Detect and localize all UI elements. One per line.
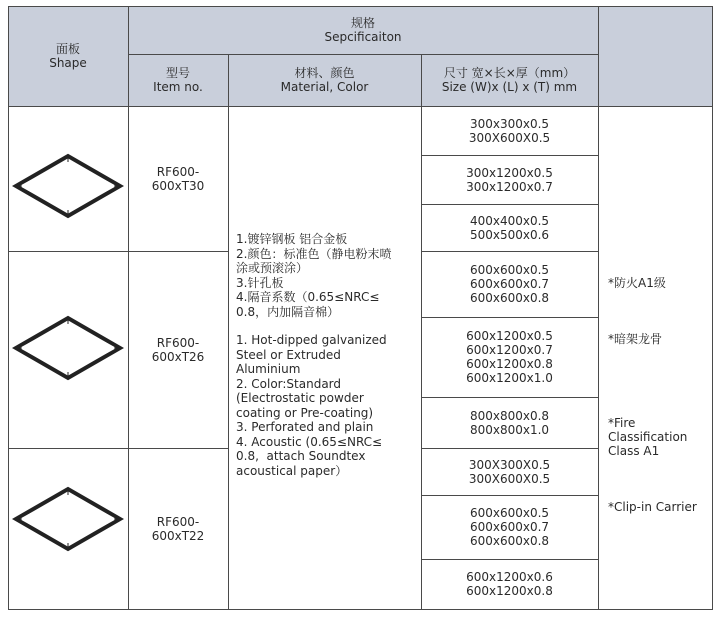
header-size-en: Size (W)x (L) x (T) mm [441, 80, 578, 94]
note-fire-en: *Fire Classification Class A1 [608, 416, 688, 458]
size-cell-2 [421, 155, 598, 204]
row-line-group-2 [8, 448, 228, 449]
header-bottom [8, 106, 713, 107]
header-spec-en: Sepcificaiton [324, 30, 402, 44]
header-size-cell [421, 54, 598, 106]
note-carrier-en: *Clip-in Carrier [608, 500, 697, 514]
size-value: 600x600x0.7 [469, 277, 550, 291]
size-row-line [421, 397, 598, 398]
size-value: 500x500x0.6 [469, 227, 550, 242]
note-carrier-cn: *暗架龙骨 [608, 332, 663, 346]
header-item-cell [128, 54, 228, 106]
size-row-line [421, 317, 598, 318]
header-shape-cn: 面板 [55, 42, 80, 56]
size-value: 600x1200x0.8 [466, 584, 553, 598]
col-line-size [598, 6, 599, 610]
header-divider [128, 54, 598, 55]
material-en: 1. Hot-dipped galvanized Steel or Extruded Aluminium 2. Color:Standard (Electrostatic powder coating or Pre-coating) 3. Perforated and plain 4. Acoustic (0.65≤NRC≤ 0.8, attach Soundtex acoustical paper） [236, 333, 387, 478]
panel-shape-icon-1 [12, 152, 124, 220]
size-value: 600x1200x0.5 [466, 329, 553, 343]
size-value: 300x1200x0.7 [466, 179, 553, 194]
size-row-line [421, 204, 598, 205]
size-row-line [421, 495, 598, 496]
table-border-top [8, 6, 713, 7]
size-cell-1 [421, 106, 598, 155]
size-value: 300x300x0.5 [469, 116, 550, 131]
size-cell-5 [421, 317, 598, 397]
header-material-cell [228, 54, 421, 106]
header-item-en: Item no. [153, 80, 203, 94]
size-cell-4 [421, 251, 598, 317]
panel-shape-icon-2 [12, 314, 124, 382]
size-value: 600x1200x0.8 [466, 357, 553, 371]
size-value: 600x600x0.5 [469, 263, 550, 277]
size-value: 400x400x0.5 [469, 213, 550, 228]
item-no-1: RF600- 600xT30 [151, 164, 205, 193]
size-value: 300X600X0.5 [468, 471, 551, 486]
col-line-item [228, 54, 229, 610]
item-no-3: RF600- 600xT22 [151, 514, 205, 543]
table-border-right [712, 6, 713, 610]
header-spec-cn: 规格 [350, 16, 375, 30]
size-value: 300x1200x0.5 [466, 165, 553, 180]
table-border-bottom [8, 609, 713, 610]
size-value: 600x1200x1.0 [466, 371, 553, 385]
size-cell-9 [421, 559, 598, 609]
note-fire-cn: *防火A1级 [608, 276, 666, 290]
col-line-material [421, 54, 422, 610]
row-line-group-1 [8, 251, 228, 252]
material-cn: 1.镀锌钢板 铝合金板 2.颜色：标准色（静电粉末喷 涂或预滚涂） 3.针孔板 4.隔音系数（0.65≤NRC≤ 0.8，内加隔音棉） [236, 232, 392, 319]
header-shape-cell [8, 6, 128, 106]
size-value: 300X600X0.5 [468, 130, 551, 145]
header-spec-cell [128, 6, 598, 54]
size-value: 600x600x0.5 [469, 506, 550, 520]
size-value: 600x600x0.8 [469, 534, 550, 548]
col-line-shape [128, 6, 129, 610]
header-shape-en: Shape [49, 56, 87, 70]
header-size-cn: 尺寸 宽×长×厚（mm） [443, 66, 576, 80]
size-row-line [421, 251, 598, 252]
header-item-cn: 型号 [165, 66, 190, 80]
size-cell-6 [421, 397, 598, 448]
size-row-line [421, 448, 598, 449]
size-cell-8 [421, 495, 598, 559]
size-value: 800x800x1.0 [469, 422, 550, 437]
material-description [228, 232, 421, 502]
table-border-left [8, 6, 9, 610]
item-no-2: RF600- 600xT26 [151, 335, 205, 364]
size-value: 300X300X0.5 [468, 457, 551, 472]
header-blank-cell [598, 6, 712, 106]
size-value: 600x1200x0.6 [466, 570, 553, 584]
panel-shape-icon-3 [12, 485, 124, 553]
size-value: 600x1200x0.7 [466, 343, 553, 357]
header-material-cn: 材料、颜色 [294, 66, 355, 80]
size-cell-3 [421, 204, 598, 251]
size-value: 600x600x0.8 [469, 291, 550, 305]
size-value: 600x600x0.7 [469, 520, 550, 534]
size-value: 800x800x0.8 [469, 408, 550, 423]
size-row-line [421, 559, 598, 560]
notes-column [598, 262, 712, 514]
size-cell-7 [421, 448, 598, 495]
header-material-en: Material, Color [280, 80, 369, 94]
size-row-line [421, 155, 598, 156]
